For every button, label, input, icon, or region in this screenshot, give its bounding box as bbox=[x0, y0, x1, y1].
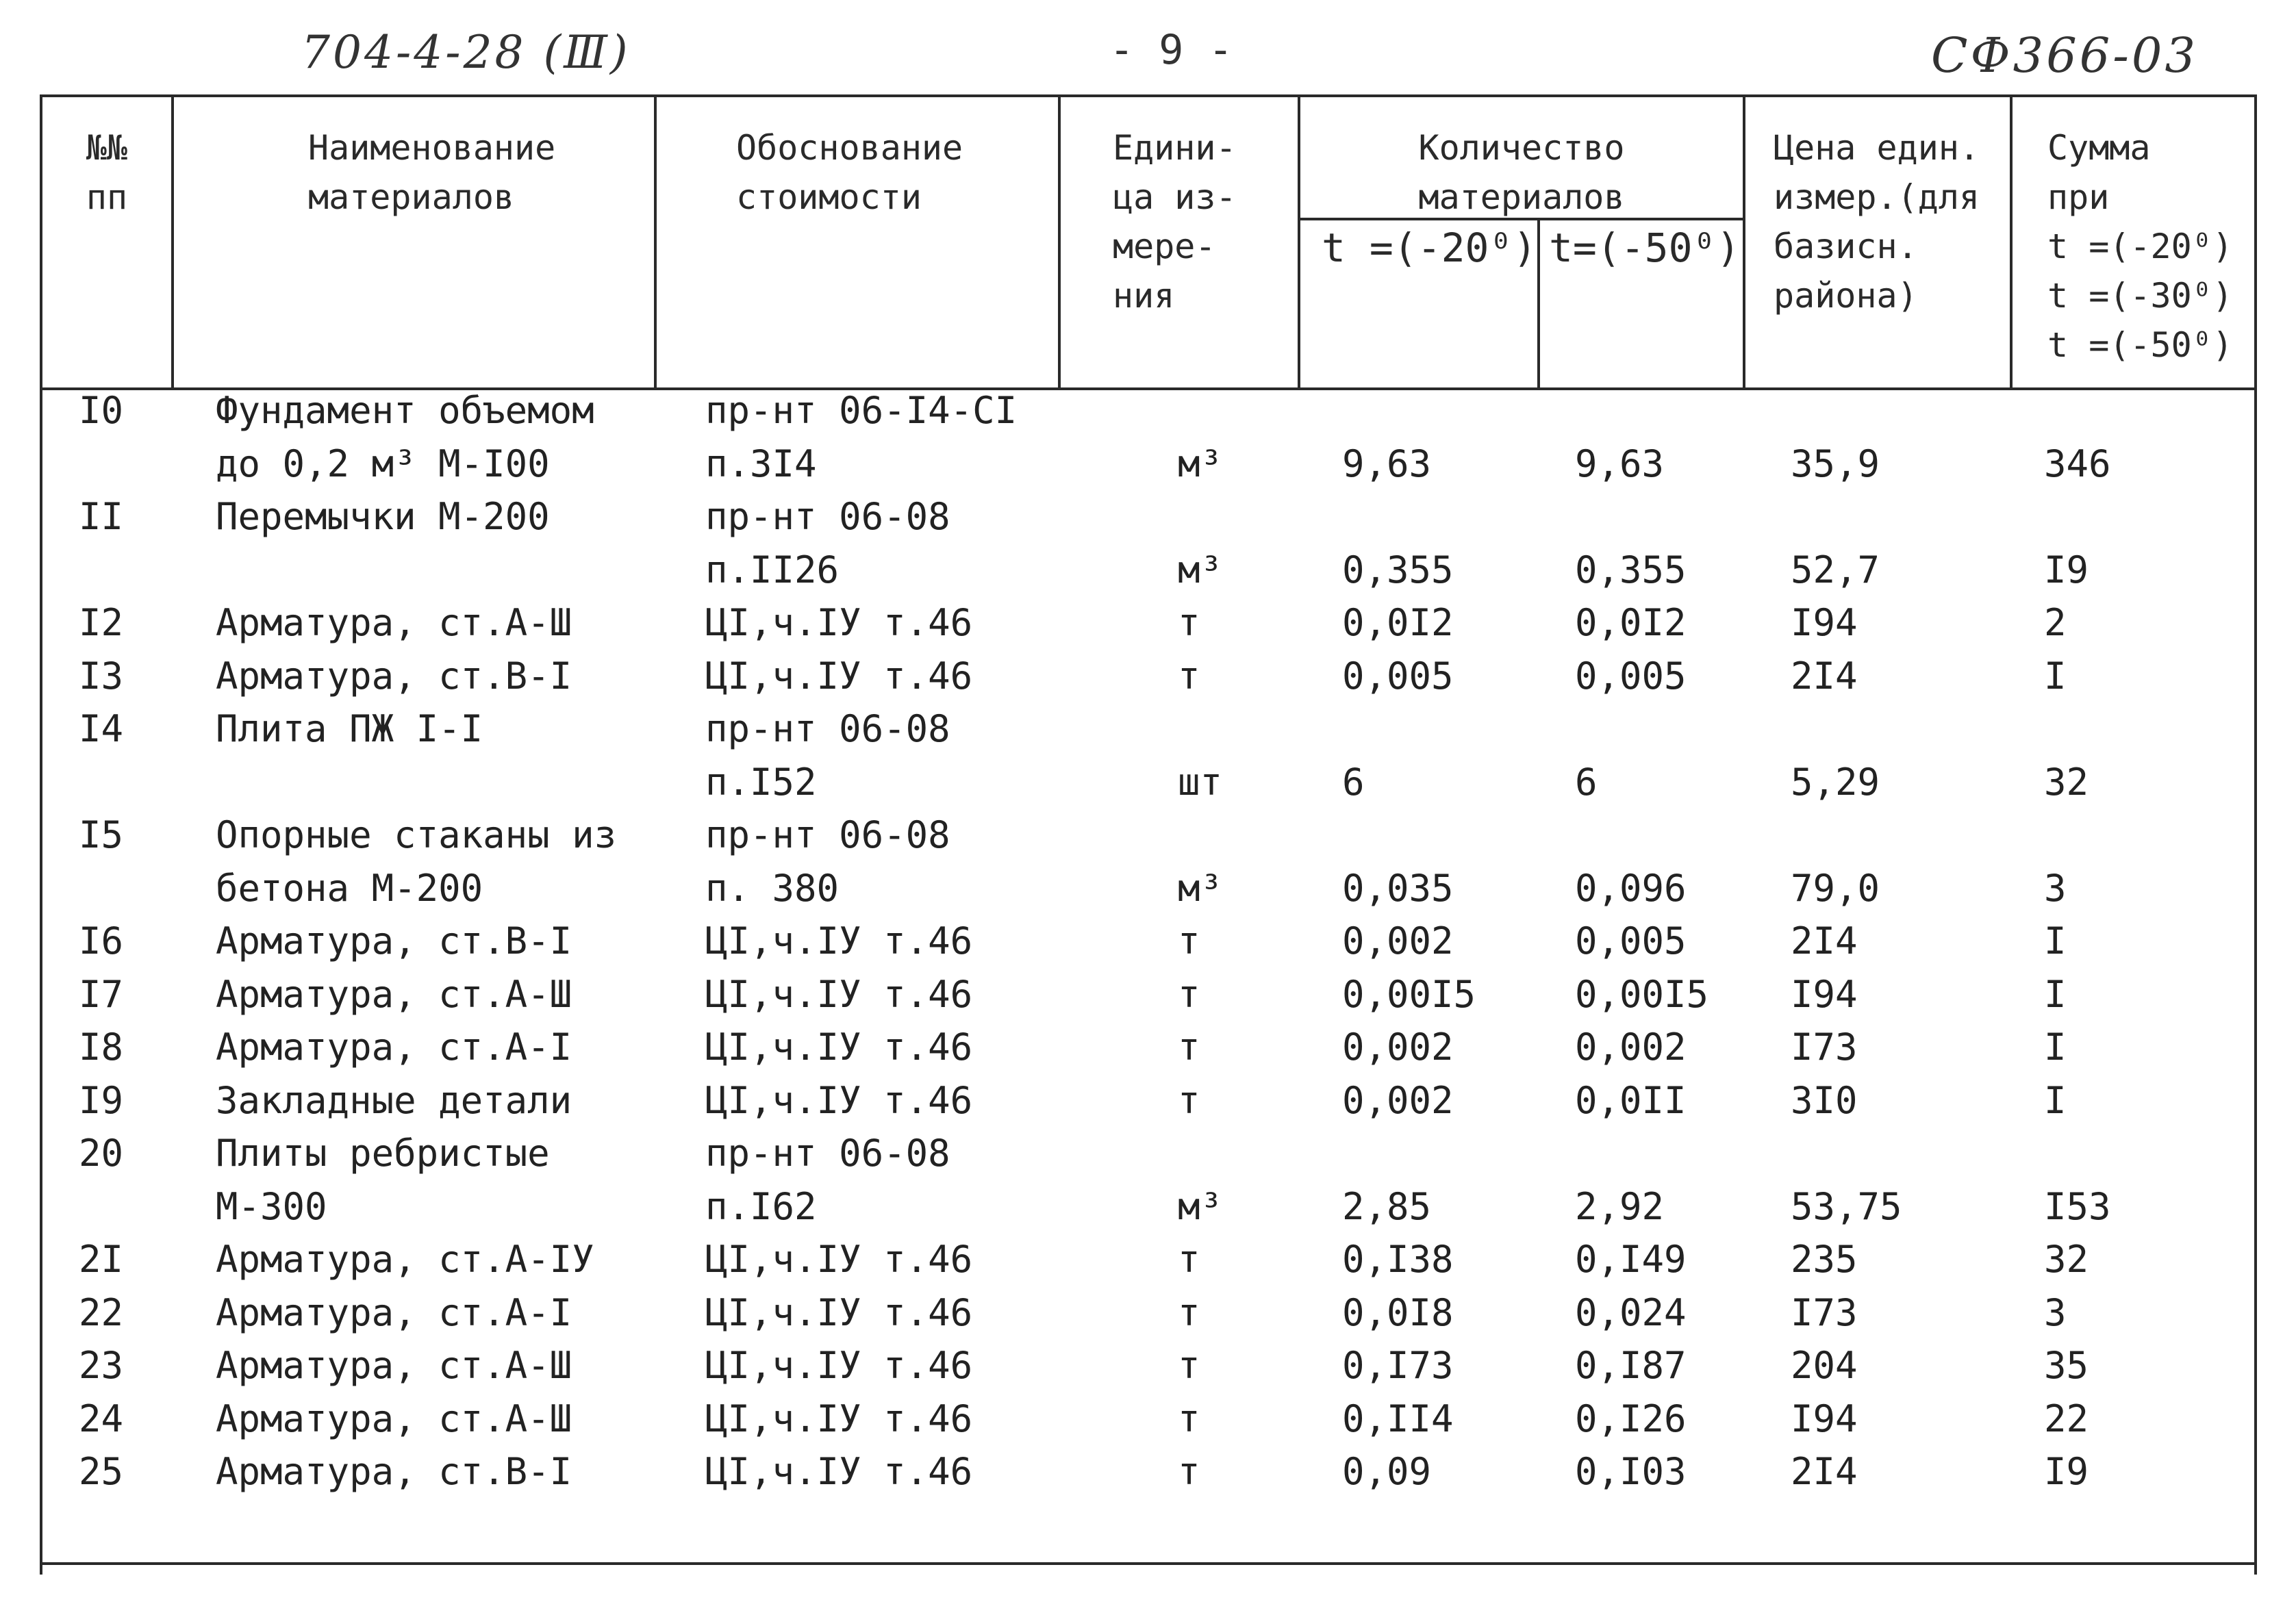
material-name: Арматура, ст.А-Ш bbox=[216, 972, 572, 1016]
unit-price: 2I4 bbox=[1791, 919, 1858, 963]
unit: т bbox=[1178, 1026, 1200, 1069]
row-number: I3 bbox=[79, 654, 124, 698]
cost-basis: ЦI,ч.IУ т.46 bbox=[705, 1078, 973, 1122]
cost-basis: ЦI,ч.IУ т.46 bbox=[705, 972, 973, 1016]
unit-price: I94 bbox=[1791, 972, 1858, 1016]
row-number: I5 bbox=[79, 813, 124, 856]
quantity-t20: 0,00I5 bbox=[1342, 972, 1476, 1016]
cost-basis: ЦI,ч.IУ т.46 bbox=[705, 1450, 973, 1493]
unit: шт bbox=[1178, 760, 1223, 804]
unit-price: 52,7 bbox=[1791, 548, 1880, 591]
total-sum: I bbox=[2044, 1078, 2067, 1122]
quantity-t20: 0,I38 bbox=[1342, 1238, 1454, 1281]
quantity-t50: 0,I03 bbox=[1575, 1450, 1687, 1493]
quantity-t20: 0,002 bbox=[1342, 1078, 1454, 1122]
material-name: Арматура, ст.В-I bbox=[216, 919, 572, 963]
material-name: Закладные детали bbox=[216, 1078, 572, 1122]
total-sum: 346 bbox=[2044, 442, 2111, 485]
quantity-t50: 0,I87 bbox=[1575, 1344, 1687, 1387]
total-sum: 3 bbox=[2044, 866, 2067, 910]
quantity-t20: 0,002 bbox=[1342, 919, 1454, 963]
unit: м³ bbox=[1178, 442, 1223, 485]
unit: м³ bbox=[1178, 1184, 1223, 1228]
total-sum: I53 bbox=[2044, 1184, 2111, 1228]
material-name: Арматура, ст.А-Ш bbox=[216, 601, 572, 644]
quantity-t20: 6 bbox=[1342, 760, 1365, 804]
cost-basis: пр-нт 06-I4-CI bbox=[705, 389, 1018, 432]
unit-price: I73 bbox=[1791, 1290, 1858, 1334]
unit-price: 204 bbox=[1791, 1344, 1858, 1387]
row-number: I4 bbox=[79, 707, 124, 750]
cost-basis: ЦI,ч.IУ т.46 bbox=[705, 1344, 973, 1387]
unit-price: 2I4 bbox=[1791, 1450, 1858, 1493]
row-number: I6 bbox=[79, 919, 124, 963]
cost-basis: ЦI,ч.IУ т.46 bbox=[705, 1026, 973, 1069]
cost-basis: ЦI,ч.IУ т.46 bbox=[705, 1397, 973, 1440]
header-unit: Едини- ца из- мере- ния bbox=[1113, 128, 1237, 316]
total-sum: 3 bbox=[2044, 1290, 2067, 1334]
cost-basis: п.II26 bbox=[705, 548, 840, 591]
unit: т bbox=[1178, 1397, 1200, 1440]
unit-price: 3I0 bbox=[1791, 1078, 1858, 1122]
total-sum: 22 bbox=[2044, 1397, 2089, 1440]
quantity-t50: 6 bbox=[1575, 760, 1598, 804]
cost-basis: ЦI,ч.IУ т.46 bbox=[705, 919, 973, 963]
row-number: 20 bbox=[79, 1132, 124, 1175]
total-sum: I bbox=[2044, 972, 2067, 1016]
quantity-t20: 0,002 bbox=[1342, 1026, 1454, 1069]
total-sum: 32 bbox=[2044, 1238, 2089, 1281]
material-name: Арматура, ст.В-I bbox=[216, 1450, 572, 1493]
quantity-t50: 0,024 bbox=[1575, 1290, 1687, 1334]
quantity-t50: 0,I49 bbox=[1575, 1238, 1687, 1281]
cost-basis: п.I52 bbox=[705, 760, 817, 804]
total-sum: 32 bbox=[2044, 760, 2089, 804]
quantity-t50: 0,I26 bbox=[1575, 1397, 1687, 1440]
quantity-t50: 2,92 bbox=[1575, 1184, 1665, 1228]
header-price: Цена един. измер.(для базисн. района) bbox=[1774, 128, 1980, 316]
quantity-t20: 0,0I8 bbox=[1342, 1290, 1454, 1334]
material-name: Опорные стаканы из bbox=[216, 813, 617, 856]
cost-basis: ЦI,ч.IУ т.46 bbox=[705, 1290, 973, 1334]
cost-basis: ЦI,ч.IУ т.46 bbox=[705, 601, 973, 644]
quantity-t20: 0,005 bbox=[1342, 654, 1454, 698]
row-number: I7 bbox=[79, 972, 124, 1016]
total-sum: 35 bbox=[2044, 1344, 2089, 1387]
total-sum: I bbox=[2044, 919, 2067, 963]
material-name: Арматура, ст.А-IУ bbox=[216, 1238, 594, 1281]
quantity-t20: 0,I73 bbox=[1342, 1344, 1454, 1387]
material-name: Плита ПЖ I-I bbox=[216, 707, 483, 750]
quantity-t20: 0,355 bbox=[1342, 548, 1454, 591]
quantity-t50: 9,63 bbox=[1575, 442, 1665, 485]
header-num: №№ пп bbox=[86, 128, 128, 217]
total-sum: I bbox=[2044, 654, 2067, 698]
cost-basis: пр-нт 06-08 bbox=[705, 813, 950, 856]
quantity-t50: 0,005 bbox=[1575, 654, 1687, 698]
unit-price: 235 bbox=[1791, 1238, 1858, 1281]
document-number: 704-4-28 (Ⅲ) bbox=[301, 26, 631, 79]
row-number: II bbox=[79, 495, 124, 538]
cost-basis: пр-нт 06-08 bbox=[705, 707, 950, 750]
material-name: Арматура, ст.А-Ш bbox=[216, 1397, 572, 1440]
quantity-t20: 0,0I2 bbox=[1342, 601, 1454, 644]
row-number: I9 bbox=[79, 1078, 124, 1122]
unit: т bbox=[1178, 972, 1200, 1016]
col-divider bbox=[1537, 218, 1540, 390]
page-number: - 9 - bbox=[1109, 26, 1233, 74]
material-name: Арматура, ст.В-I bbox=[216, 654, 572, 698]
cost-basis: п.3I4 bbox=[705, 442, 817, 485]
row-number: 25 bbox=[79, 1450, 124, 1493]
quantity-t50: 0,005 bbox=[1575, 919, 1687, 963]
row-number: I2 bbox=[79, 601, 124, 644]
unit: т bbox=[1178, 1078, 1200, 1122]
material-name: до 0,2 м³ М-I00 bbox=[216, 442, 550, 485]
unit-price: 53,75 bbox=[1791, 1184, 1902, 1228]
total-sum: I9 bbox=[2044, 1450, 2089, 1493]
unit: т bbox=[1178, 1238, 1200, 1281]
unit: т bbox=[1178, 1450, 1200, 1493]
material-name: Перемычки М-200 bbox=[216, 495, 550, 538]
quantity-t20: 2,85 bbox=[1342, 1184, 1432, 1228]
quantity-t20: 0,09 bbox=[1342, 1450, 1432, 1493]
col-divider bbox=[654, 94, 657, 390]
header-qty-t20: t =(-20⁰) bbox=[1322, 225, 1537, 271]
quantity-t20: 0,035 bbox=[1342, 866, 1454, 910]
cost-basis: п.I62 bbox=[705, 1184, 817, 1228]
header-sum: Сумма при t =(-20⁰) t =(-30⁰) t =(-50⁰) bbox=[2047, 128, 2233, 365]
material-name: Арматура, ст.А-I bbox=[216, 1290, 572, 1334]
unit: т bbox=[1178, 1344, 1200, 1387]
unit: м³ bbox=[1178, 866, 1223, 910]
unit-price: I94 bbox=[1791, 601, 1858, 644]
quantity-t50: 0,00I5 bbox=[1575, 972, 1709, 1016]
material-name: Фундамент объемом bbox=[216, 389, 594, 432]
unit-price: 5,29 bbox=[1791, 760, 1880, 804]
unit-price: I94 bbox=[1791, 1397, 1858, 1440]
material-name: Арматура, ст.А-Ш bbox=[216, 1344, 572, 1387]
unit-price: 35,9 bbox=[1791, 442, 1880, 485]
cost-basis: пр-нт 06-08 bbox=[705, 1132, 950, 1175]
col-divider bbox=[1058, 94, 1061, 390]
unit-price: 2I4 bbox=[1791, 654, 1858, 698]
unit: т bbox=[1178, 1290, 1200, 1334]
unit: т bbox=[1178, 601, 1200, 644]
quantity-t50: 0,002 bbox=[1575, 1026, 1687, 1069]
table-bottom-rule bbox=[40, 1562, 2257, 1565]
unit: т bbox=[1178, 654, 1200, 698]
quantity-t50: 0,0I2 bbox=[1575, 601, 1687, 644]
total-sum: 2 bbox=[2044, 601, 2067, 644]
total-sum: I9 bbox=[2044, 548, 2089, 591]
header-name: Наименование материалов bbox=[308, 128, 556, 217]
unit-price: 79,0 bbox=[1791, 866, 1880, 910]
row-number: 22 bbox=[79, 1290, 124, 1334]
unit: т bbox=[1178, 919, 1200, 963]
material-name: бетона М-200 bbox=[216, 866, 483, 910]
row-number: 24 bbox=[79, 1397, 124, 1440]
quantity-t50: 0,355 bbox=[1575, 548, 1687, 591]
col-divider bbox=[1743, 94, 1745, 390]
material-name: М-300 bbox=[216, 1184, 327, 1228]
cost-basis: ЦI,ч.IУ т.46 bbox=[705, 1238, 973, 1281]
row-number: 2I bbox=[79, 1238, 124, 1281]
header-qty-group: Количество материалов bbox=[1418, 128, 1625, 217]
unit: м³ bbox=[1178, 548, 1223, 591]
quantity-t20: 0,II4 bbox=[1342, 1397, 1454, 1440]
row-number: I0 bbox=[79, 389, 124, 432]
quantity-t50: 0,096 bbox=[1575, 866, 1687, 910]
col-divider bbox=[171, 94, 174, 390]
row-number: I8 bbox=[79, 1026, 124, 1069]
header-basis: Обоснование стоимости bbox=[736, 128, 963, 217]
total-sum: I bbox=[2044, 1026, 2067, 1069]
row-number: 23 bbox=[79, 1344, 124, 1387]
col-divider bbox=[2010, 94, 2013, 390]
material-name: Арматура, ст.А-I bbox=[216, 1026, 572, 1069]
material-name: Плиты ребристые bbox=[216, 1132, 550, 1175]
header-qty-t50: t=(-50⁰) bbox=[1549, 225, 1741, 271]
document-code: СФ366-03 bbox=[1931, 27, 2198, 84]
cost-basis: ЦI,ч.IУ т.46 bbox=[705, 654, 973, 698]
unit-price: I73 bbox=[1791, 1026, 1858, 1069]
quantity-t50: 0,0II bbox=[1575, 1078, 1687, 1122]
quantity-t20: 9,63 bbox=[1342, 442, 1432, 485]
cost-basis: п. 380 bbox=[705, 866, 840, 910]
cost-basis: пр-нт 06-08 bbox=[705, 495, 950, 538]
